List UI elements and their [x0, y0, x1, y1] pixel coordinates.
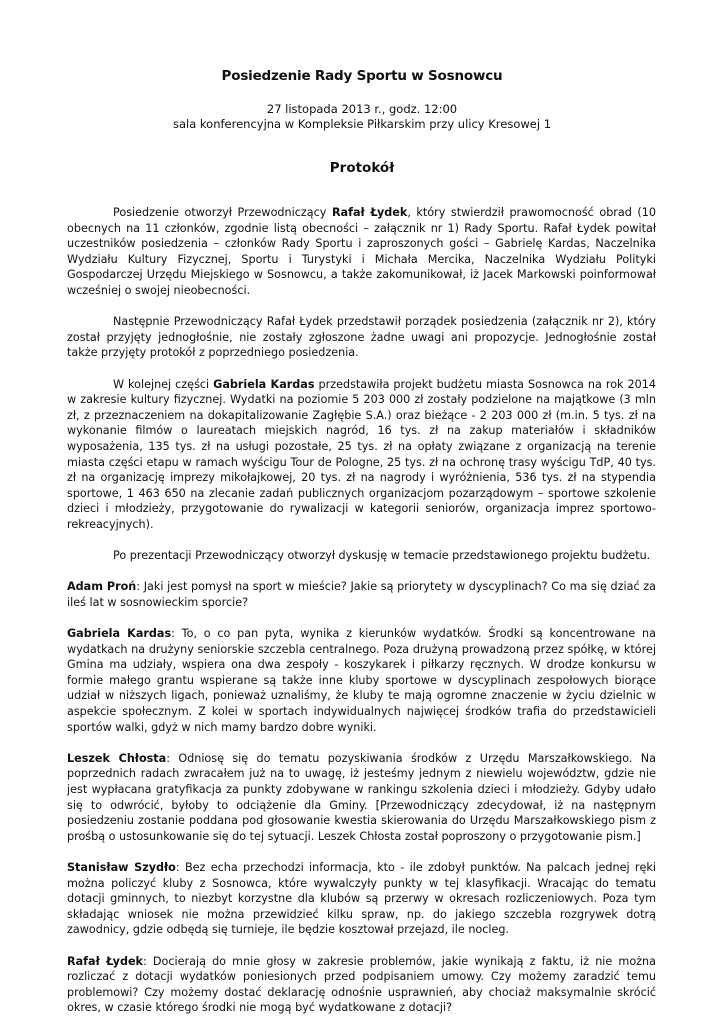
statement-stanislaw-szydlo	[67, 860, 656, 938]
speaker-name: Gabriela Kardas	[67, 627, 172, 641]
paragraph-text: przedstawiła projekt budżetu miasta Sosnowca na rok 2014 w zakresie kultury fizycznej. Wydatki na poziomie 5 203 000 zł zostały podzielone na majątkowe (3 mln zł, z przeznaczeniem na dokapitalizowanie Zagłębie S.A.) oraz bieżące - 2 203 000 zł (m.in. 5 tys. zł na wykonanie filmów o laureatach miejskich nagród, 16 tys. zł na zakup materiałów i składników wyposażenia, 135 tys. zł na usługi pozostałe, 25 tys. zł na opłaty związane z organizacją na terenie miasta części etapu w ramach wyścigu Tour de Pologne, 25 tys. zł na ochronę trasy wyścigu TdP, 40 tys. zł na organizację imprezy mikołajkowej, 20 tys. zł na nagrody i wyróżnienia, 536 tys. zł na stypendia sportowe, 1 463 650 na zlecanie zadań publicznych organizacjom pozarządowym – sportowe szkolenie dzieci i młodzieży, przygotowanie do rywalizacji w kategorii seniorów, organizacja imprez sportowo-rekreacyjnych).	[67, 377, 656, 531]
paragraph-agenda: Następnie Przewodniczący Rafał Łydek przedstawił porządek posiedzenia (załącznik nr 2), który został przyjęty jednogłośnie, nie zostały zgłoszone żadne uwagi ani propozycje. Jednogłośnie został także przyjęty protokół z poprzedniego posiedzenia.	[67, 315, 656, 360]
protocol-heading: Protokół	[329, 160, 395, 176]
paragraph-text: , który stwierdził prawomocność obrad (10 obecnych na 11 członków, zgodnie listą obecności – załącznik nr 1) Rady Sportu. Rafał Łydek powitał uczestników posiedzenia – członków Rady Sportu i zaproszonych gości – Gabrielę Kardas, Naczelnika Wydziału Kultury Fizycznej, Sportu i Turystyki i Michała Mercika, Naczelnika Wydziału Polityki Gospodarczej Urzędu Miejskiego w Sosnowcu, a także zakomunikował, iż Jacek Markowski poinformował wcześniej o swojej nieobecności.	[67, 206, 656, 297]
speaker-name: Gabriela Kardas	[213, 377, 315, 391]
meeting-place: sala konferencyjna w Kompleksie Piłkarskim przy ulicy Kresowej 1	[172, 117, 552, 131]
statement-text: : To, o co pan pyta, wynika z kierunków wydatków. Środki są koncentrowane na wydatkach na drużyny seniorskie szczebla centralnego. Poza drużyną prowadzoną przez spółkę, w której Gmina ma udziały, wspiera ona dwa zespoły - koszykarek i piłkarzy ręcznych. W drodze konkursu w formie małego grantu wspierane są także inne kluby sportowe w dyscyplinach zespołowych biorące udział w niższych ligach, ponieważ uznaliśmy, że kluby te mają ogromne znaczenie w życiu dzielnic w aspekcie społecznym. Z kolei w sportach indywidualnych najwięcej środków trafia do przedstawicieli sportów walki, gdyż w nich mamy bardzo dobre wyniki.	[67, 627, 656, 734]
statement-text: : Odniosę się do tematu pozyskiwania środków z Urzędu Marszałkowskiego. Na poprzednich radach zwracałem już na to uwagę, iż jesteśmy jednym z niewielu województw, gdzie nie jest wypłacana gratyfikacja za punkty zdobywane w rankingu szkolenia dzieci i młodzieży. Gdyby udało się to odwrócić, byłoby to odciążenie dla Gminy. [Przewodniczący zdecydował, iż na następnym posiedzeniu zostanie poddana pod głosowanie kwestia skierowania do Urzędu Marszałkowskiego pism z prośbą o ustosunkowanie się do tej sytuacji. Leszek Chłosta został poproszony o przygotowanie pism.]	[67, 751, 656, 843]
paragraph-discussion-open: Po prezentacji Przewodniczący otworzył dyskusję w temacie przedstawionego projektu budżetu.	[113, 549, 651, 563]
speaker-name: Leszek Chłosta	[67, 751, 167, 765]
paragraph-text: W kolejnej części	[113, 377, 214, 391]
document-body	[67, 205, 656, 1031]
paragraph-text: Posiedzenie otworzył Przewodniczący	[113, 206, 332, 219]
paragraph-opening	[67, 205, 656, 299]
statement-rafal-lydek	[67, 954, 656, 1016]
statement-text: : Jaki jest pomysł na sport w mieście? Jakie są priorytety w dyscyplinach? Co ma się dziać za ileś lat w sosnowieckim sporcie?	[67, 580, 656, 609]
speaker-name: Adam Proń	[67, 580, 137, 594]
document-title: Posiedzenie Rady Sportu w Sosnowcu	[221, 68, 503, 84]
statement-gabriela-kardas	[67, 626, 656, 735]
paragraph-budget	[67, 377, 656, 533]
speaker-name: Rafał Łydek	[331, 206, 408, 219]
meeting-date: 27 listopada 2013 r., godz. 12:00	[266, 102, 458, 116]
statement-text: : Docierają do mnie głosy w zakresie problemów, jakie wynikają z faktu, iż nie można rozliczać z dotacji wydatków poniesionych przed podpisaniem umowy. Czy możemy zaradzić temu problemowi? Czy możemy dostać deklarację odnośnie usprawnień, aby chociaż maksymalnie skrócić okres, w czasie którego środki nie mogą być wydatkowane z dotacji?	[67, 954, 656, 1015]
statement-leszek-chlosta	[67, 751, 656, 845]
speaker-name: Stanisław Szydło	[67, 860, 176, 874]
statement-text: : Bez echa przechodzi informacja, kto - ile zdobył punktów. Na palcach jednej ręki można policzyć kluby z Sosnowca, które wywalczyły punkty w tej klasyfikacji. Wracając do tematu dotacji gminnych, to niezbyt korzystne dla klubów są przerwy w okresach rozliczeniowych. Poza tym składając wniosek nie można przewidzieć kilku spraw, np. do jakiego szczebla rozgrywek dotrą zawodnicy, gdzie odbędą się turnieje, ile będzie kosztował przejazd, ile nocleg.	[67, 860, 656, 937]
statement-adam-pron	[67, 579, 656, 610]
speaker-name: Rafał Łydek	[67, 954, 143, 968]
